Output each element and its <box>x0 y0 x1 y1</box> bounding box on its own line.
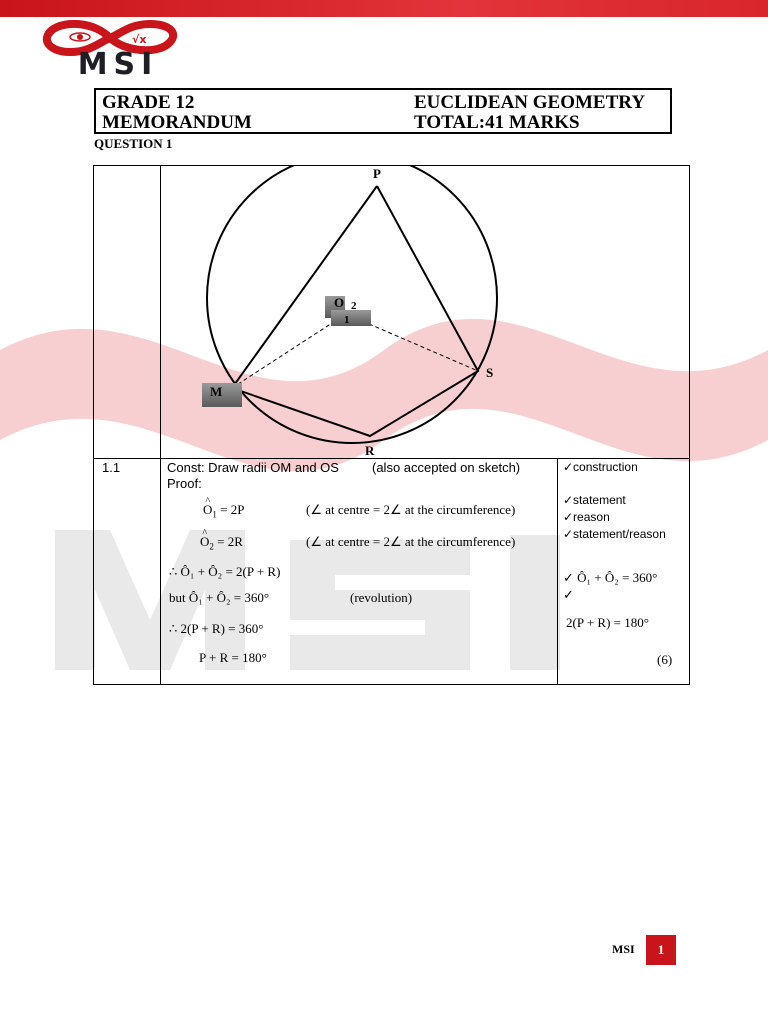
point-p-label: P <box>373 166 381 181</box>
mark-check: ✓ <box>563 587 574 602</box>
proof-line-6: P + R = 180° <box>199 650 267 665</box>
subscript-1: 1 <box>212 509 217 520</box>
proof-line-5: ∴ 2(P + R) = 360° <box>169 621 264 636</box>
point-s-label: S <box>486 365 494 380</box>
question-title: QUESTION 1 <box>94 136 173 151</box>
question-number: 1.1 <box>102 460 121 475</box>
header-box <box>94 88 672 134</box>
col-divider-2 <box>557 458 558 684</box>
proof-reason-1: (∠ at centre = 2∠ at the circumference) <box>306 502 516 517</box>
svg-text:√x: √x <box>132 33 147 46</box>
revolution-reason: (revolution) <box>350 590 413 605</box>
mark-reason: ✓reason <box>563 510 610 524</box>
mark-total: (6) <box>657 652 673 667</box>
angle-label-box <box>331 310 371 326</box>
top-red-banner <box>0 0 768 17</box>
page-number: 1 <box>646 935 676 965</box>
point-m-label: M <box>210 384 223 399</box>
o-symbol-2: ^ O <box>200 534 209 549</box>
mark-statement-reason: ✓statement/reason <box>563 527 666 541</box>
angle-1-label: 1 <box>344 314 350 326</box>
row-divider <box>94 458 689 459</box>
point-r-label: R <box>365 443 375 458</box>
mark-final: 2(P + R) = 180° <box>566 615 649 630</box>
footer-msi-label: MSI <box>612 942 635 956</box>
memorandum-label: MEMORANDUM <box>102 112 252 133</box>
msi-logo-text: MSI <box>77 47 159 82</box>
construction-note: (also accepted on sketch) <box>372 460 521 475</box>
subscript-2: 2 <box>209 541 214 552</box>
construction-text: Const: Draw radii OM and OS <box>167 460 339 475</box>
mark-angles-sum: ✓ Ô₁ + Ô₂ = 360° <box>563 570 658 585</box>
proof-line-2 <box>200 534 243 555</box>
subject-label: EUCLIDEAN GEOMETRY <box>414 92 646 113</box>
proof-line-1 <box>203 502 244 523</box>
proof-line-3: ∴ Ô₁ + Ô₂ = 2(P + R) <box>169 564 281 579</box>
mark-statement: ✓statement <box>563 493 626 507</box>
line-2-rest: = 2R <box>213 534 243 549</box>
proof-label: Proof: <box>167 476 202 491</box>
line-1-rest: = 2P <box>216 502 245 517</box>
mark-construction: ✓construction <box>563 460 638 474</box>
angle-2-label: 2 <box>351 300 357 312</box>
grade-label: GRADE 12 <box>102 92 195 113</box>
point-o-label: O <box>334 295 345 310</box>
proof-line-4: but Ô₁ + Ô₂ = 360° <box>169 590 270 605</box>
total-marks-label: TOTAL:41 MARKS <box>414 112 580 133</box>
proof-reason-2: (∠ at centre = 2∠ at the circumference) <box>306 534 516 549</box>
o-symbol: ^ O <box>203 502 212 517</box>
